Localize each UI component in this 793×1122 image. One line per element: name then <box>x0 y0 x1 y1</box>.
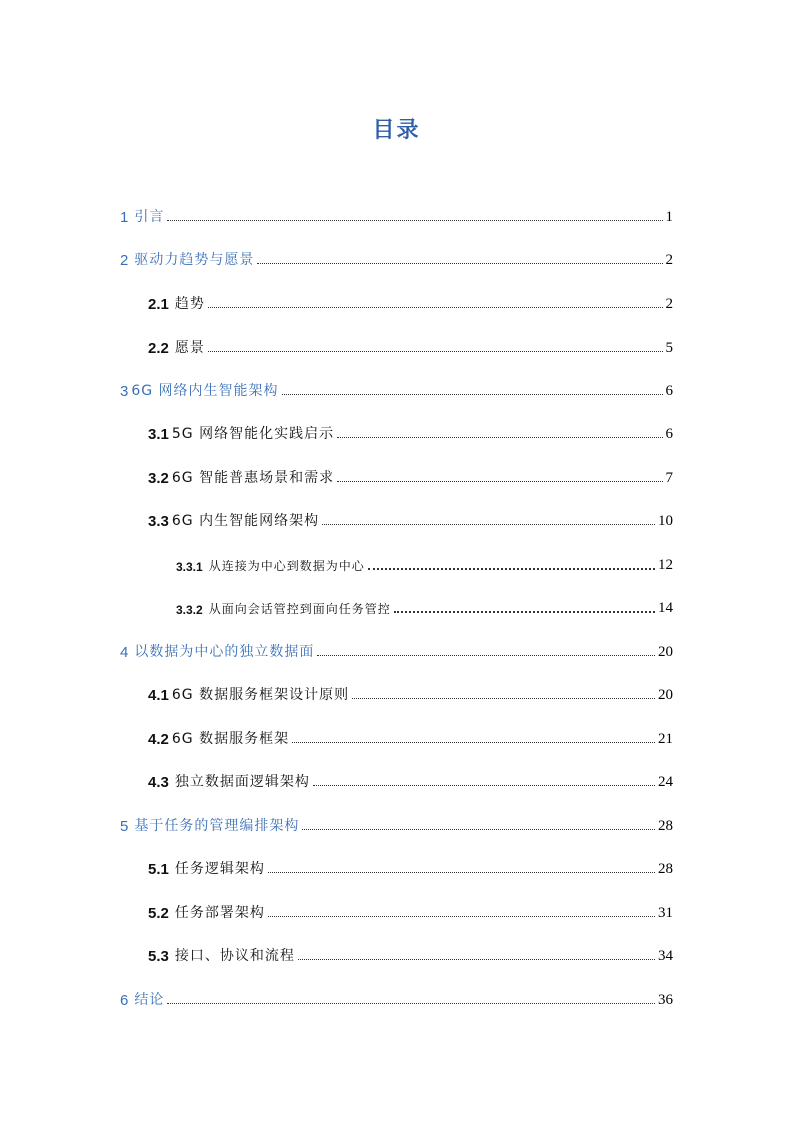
toc-entry-title: 任务部署架构 <box>174 905 265 921</box>
toc-entry-title: 结论 <box>134 992 165 1008</box>
toc-leader-dots <box>337 480 662 482</box>
toc-leader-dots <box>317 654 655 656</box>
toc-entry[interactable] <box>120 989 673 1009</box>
toc-entry-number: 4.3 <box>148 774 169 791</box>
toc-entry-title: 独立数据面逻辑架构 <box>174 774 310 790</box>
toc-entry-title: 以数据为中心的独立数据面 <box>134 644 315 660</box>
toc-entry[interactable] <box>120 380 673 400</box>
toc-entry[interactable] <box>120 815 673 835</box>
toc-entry-number: 4.2 <box>148 731 169 748</box>
toc-entry-title: 6G 内生智能网络架构 <box>171 513 320 529</box>
toc-entry-title: 基于任务的管理编排架构 <box>134 818 300 834</box>
toc-leader-dots <box>337 436 662 438</box>
toc-leader-dots <box>167 1002 655 1004</box>
toc-entry-number: 3.3.1 <box>176 560 203 574</box>
toc-entry-number: 2 <box>120 252 129 269</box>
toc-entry-number: 3.2 <box>148 470 169 487</box>
toc-leader-dots <box>268 871 655 873</box>
toc-entry[interactable] <box>176 554 673 574</box>
toc-entry[interactable] <box>148 423 673 443</box>
toc-entry-number: 6 <box>120 992 129 1009</box>
toc-entry[interactable] <box>176 597 673 617</box>
toc-entry[interactable] <box>148 945 673 965</box>
toc-entry-number: 2.1 <box>148 296 169 313</box>
toc-leader-dots <box>257 262 662 264</box>
toc-entry-page: 1 <box>665 209 673 225</box>
toc-entry-page: 10 <box>658 513 673 529</box>
toc-entry-number: 5.2 <box>148 905 169 922</box>
toc-entry-number: 4.1 <box>148 687 169 704</box>
toc-entry-number: 4 <box>120 644 129 661</box>
toc-entry-title: 从连接为中心到数据为中心 <box>208 559 365 573</box>
toc-entry[interactable] <box>148 467 673 487</box>
toc-leader-dots <box>322 523 655 525</box>
toc-entry-title: 6G 网络内生智能架构 <box>131 383 279 399</box>
toc-entry-page: 2 <box>665 296 673 312</box>
toc-entry[interactable] <box>120 249 673 269</box>
toc-entry-page: 24 <box>658 774 673 790</box>
toc-entry-number: 5 <box>120 818 129 835</box>
toc-leader-dots <box>208 306 663 308</box>
toc-leader-dots <box>368 567 655 570</box>
toc-entry-page: 34 <box>658 948 673 964</box>
toc-entry-number: 3.1 <box>148 426 169 443</box>
toc-leader-dots <box>292 741 655 743</box>
toc-entry-title: 6G 智能普惠场景和需求 <box>171 470 335 486</box>
toc-leader-dots <box>167 219 662 221</box>
toc-leader-dots <box>282 393 663 395</box>
toc-entry-page: 12 <box>658 557 673 573</box>
toc-entry[interactable] <box>148 728 673 748</box>
toc-entry-page: 14 <box>658 600 673 616</box>
toc-entry-title: 从面向会话管控到面向任务管控 <box>208 602 391 616</box>
toc-entry-page: 36 <box>658 992 673 1008</box>
toc-leader-dots <box>313 784 655 786</box>
toc-entry[interactable] <box>148 337 673 357</box>
toc-entry-title: 驱动力趋势与愿景 <box>134 252 255 268</box>
toc-leader-dots <box>394 610 655 613</box>
toc-entry-number: 5.3 <box>148 948 169 965</box>
toc-entry[interactable] <box>120 206 673 226</box>
toc-leader-dots <box>268 915 655 917</box>
toc-entry[interactable] <box>148 858 673 878</box>
toc-entry-page: 20 <box>658 644 673 660</box>
toc-entry[interactable] <box>148 510 673 530</box>
toc-entry-title: 5G 网络智能化实践启示 <box>171 426 335 442</box>
toc-entry-page: 31 <box>658 905 673 921</box>
toc-entry[interactable] <box>120 641 673 661</box>
toc-entry-page: 6 <box>665 426 673 442</box>
toc-entry-page: 20 <box>658 687 673 703</box>
toc-entry-number: 5.1 <box>148 861 169 878</box>
toc-entry-page: 21 <box>658 731 673 747</box>
toc-entry-number: 1 <box>120 209 129 226</box>
toc-entry-page: 28 <box>658 861 673 877</box>
toc-entry-title: 任务逻辑架构 <box>174 861 265 877</box>
toc-entry[interactable] <box>148 902 673 922</box>
toc-leader-dots <box>302 828 655 830</box>
toc-entry-number: 3 <box>120 383 129 400</box>
toc-entry-title: 引言 <box>134 209 165 225</box>
toc-entry-page: 7 <box>665 470 673 486</box>
toc-entry[interactable] <box>148 771 673 791</box>
toc-entry[interactable] <box>148 684 673 704</box>
toc-leader-dots <box>352 697 655 699</box>
toc-entry-number: 3.3.2 <box>176 603 203 617</box>
toc-entry-title: 6G 数据服务框架设计原则 <box>171 687 350 703</box>
toc-entry-page: 2 <box>665 252 673 268</box>
toc-entry-page: 5 <box>665 340 673 356</box>
toc-entry[interactable] <box>148 293 673 313</box>
toc-title: 目录 <box>372 118 421 143</box>
toc-entry-title: 接口、协议和流程 <box>174 948 295 964</box>
toc-entry-page: 6 <box>665 383 673 399</box>
toc-leader-dots <box>208 350 663 352</box>
toc-entry-number: 3.3 <box>148 513 169 530</box>
toc-entry-title: 趋势 <box>174 296 205 312</box>
toc-entry-title: 6G 数据服务框架 <box>171 731 290 747</box>
toc-entry-title: 愿景 <box>174 340 205 356</box>
toc-leader-dots <box>298 958 655 960</box>
toc-entry-page: 28 <box>658 818 673 834</box>
toc-entry-number: 2.2 <box>148 340 169 357</box>
